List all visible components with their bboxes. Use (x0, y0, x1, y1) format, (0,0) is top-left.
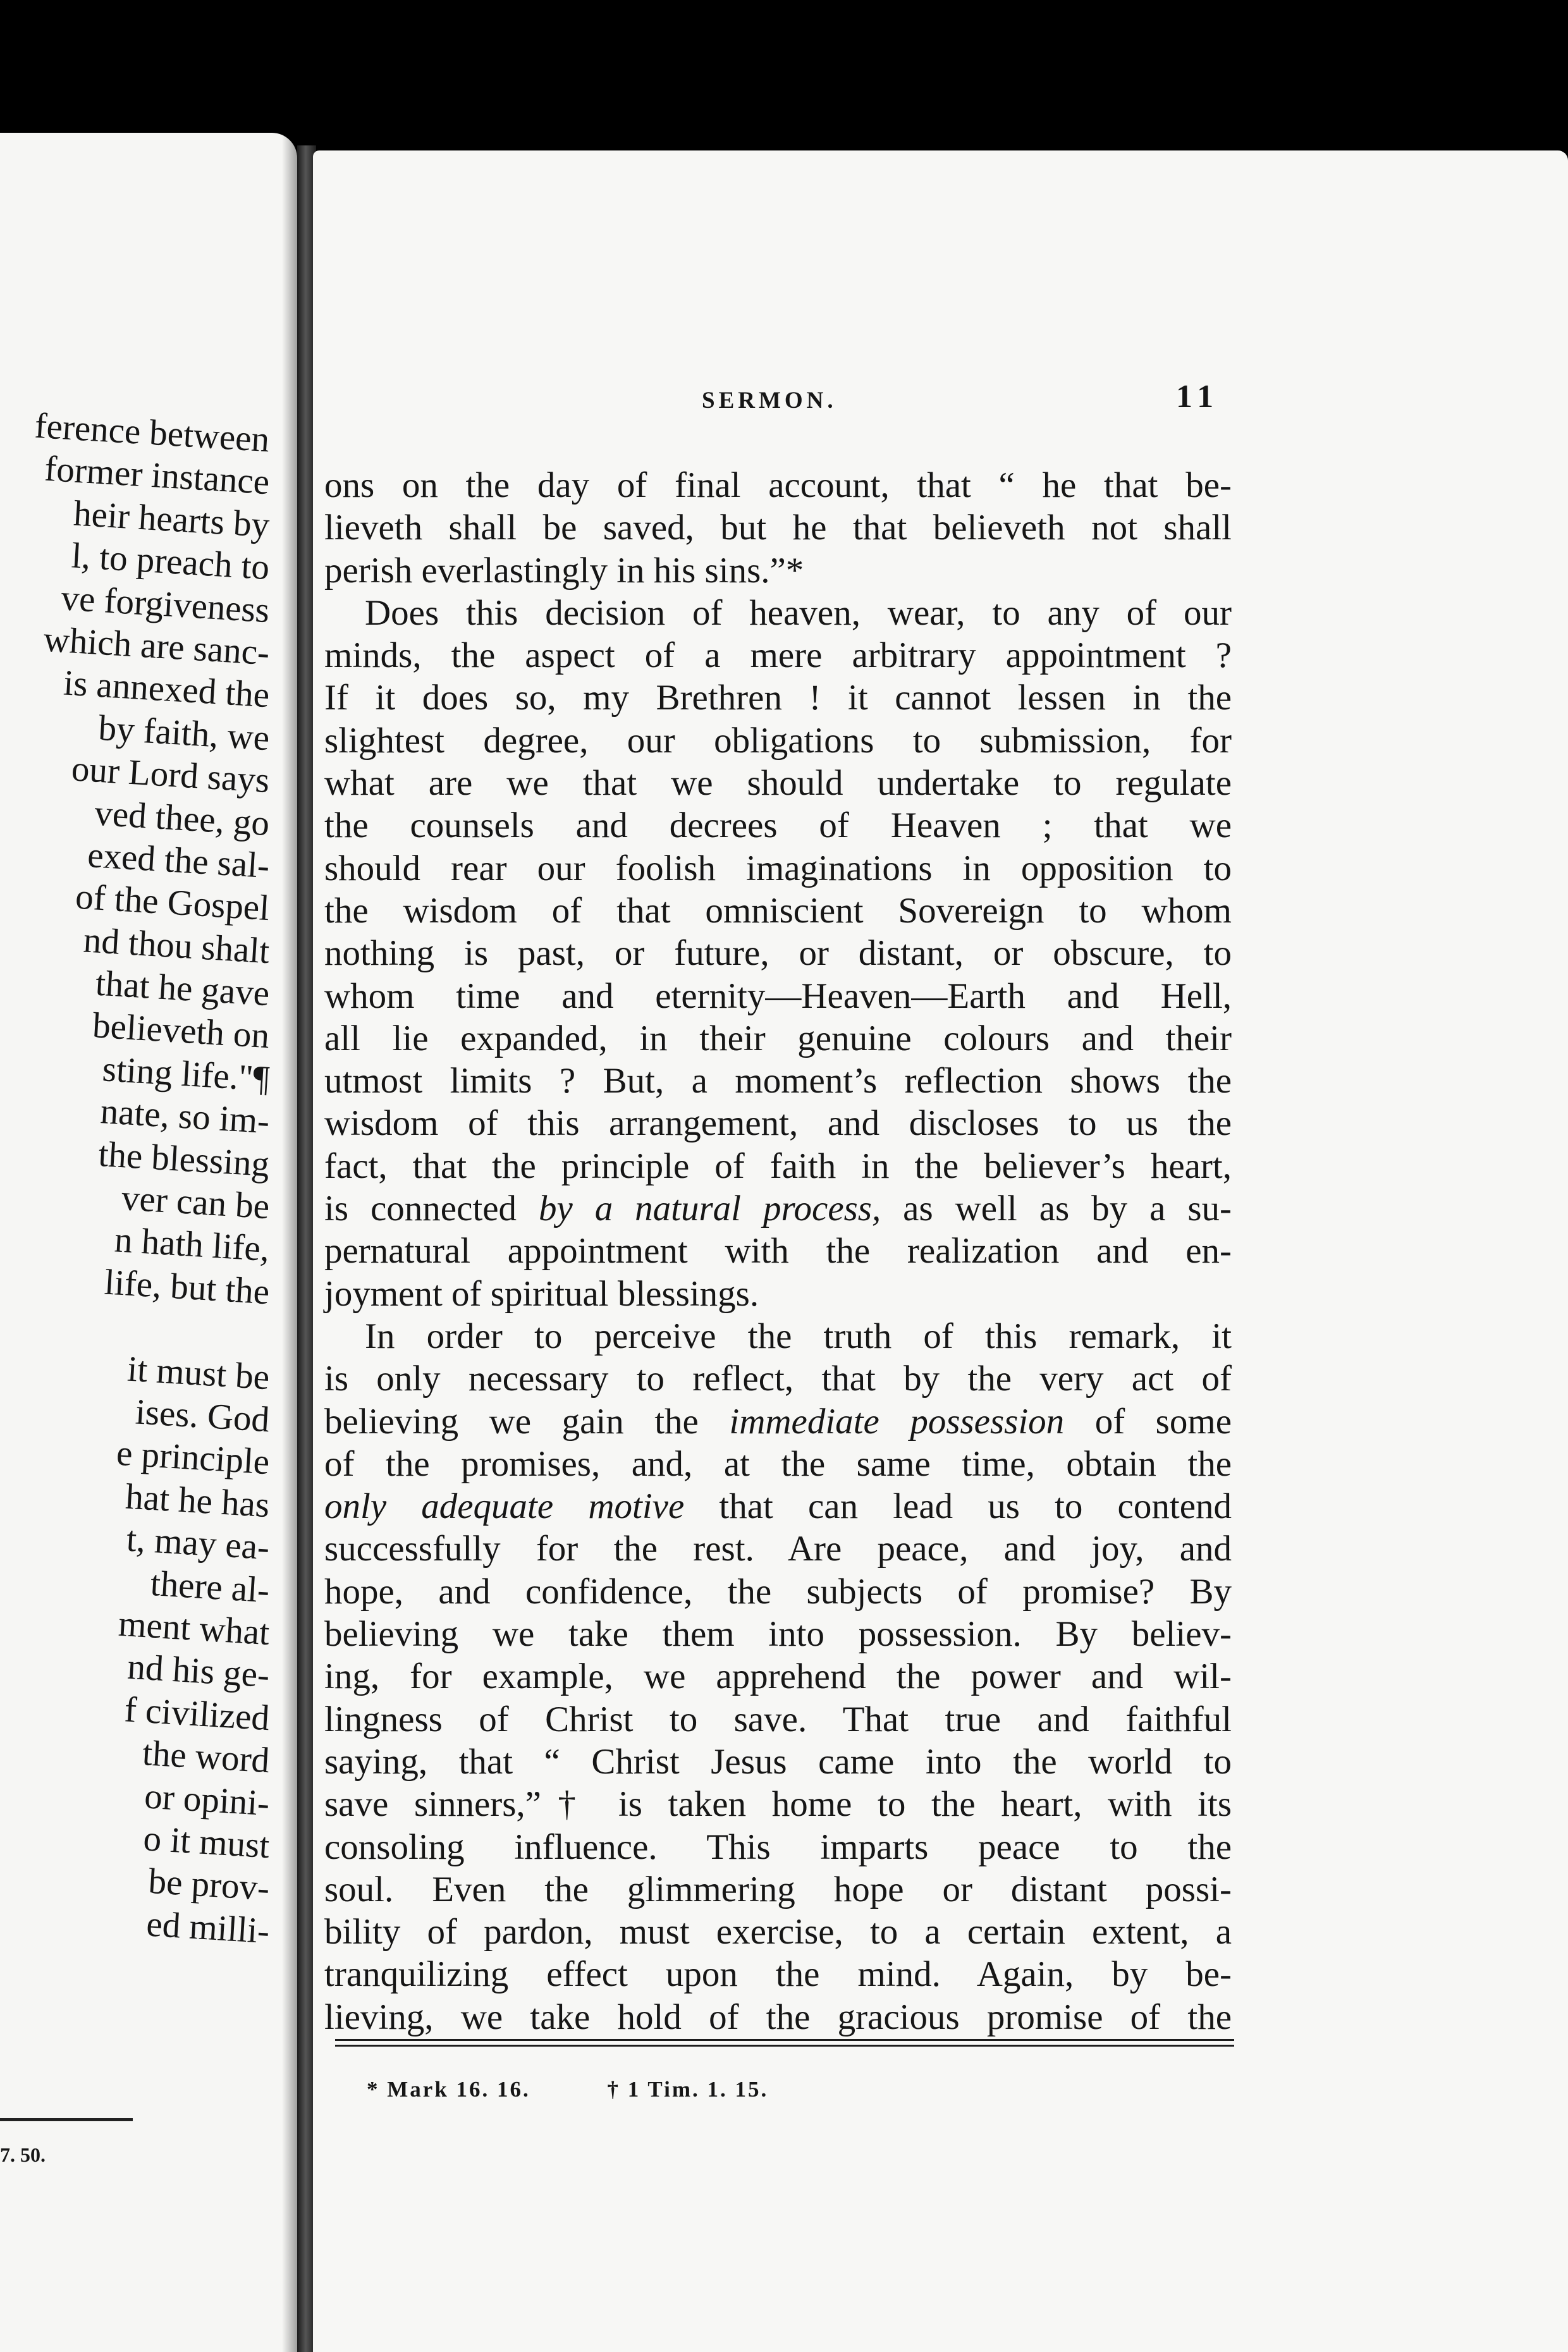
previous-page-line: which are sanc- (42, 619, 271, 673)
previous-page-line: ference between (34, 405, 271, 460)
previous-page-line: hat he has (124, 1476, 271, 1526)
text-line: believing we take them into possession. By believ- (324, 1614, 1232, 1655)
previous-page-line: our Lord says (70, 749, 271, 801)
text-line: nothing is past, or future, or distant, or obscure, to (324, 933, 1232, 974)
text-line: what are we that we should undertake to regulate (324, 763, 1232, 804)
text-line: wisdom of this arrangement, and discloses to us the (324, 1103, 1232, 1144)
italic-emphasis: immediate possession (729, 1401, 1065, 1442)
previous-page-line: the blessing (97, 1134, 271, 1184)
text-line: whom time and eternity—Heaven—Earth and Hell, (324, 976, 1232, 1016)
text-line: consoling influence. This imparts peace to the (324, 1827, 1232, 1867)
previous-page-footnote-rule (0, 2118, 133, 2121)
previous-page-line: there al- (149, 1563, 271, 1610)
previous-page-line: that he gave (94, 963, 271, 1014)
previous-page (0, 133, 297, 2352)
text-line: perish everlastingly in his sins.”* (324, 550, 804, 591)
previous-page-line: the word (141, 1733, 271, 1781)
text-line: lieveth shall be saved, but he that believeth not shall (324, 508, 1232, 548)
previous-page-line: by faith, we (97, 707, 271, 758)
text-line: Does this decision of heaven, wear, to any of our (365, 592, 1232, 633)
text-line: pernatural appointment with the realization and en- (324, 1231, 1232, 1271)
page-number: 11 (1176, 379, 1220, 415)
previous-page-line: ver can be (120, 1178, 271, 1227)
text-run: believing we gain the (324, 1401, 730, 1442)
text-run: that can lead us to contend (684, 1486, 1232, 1527)
text-line: If it does so, my Brethren ! it cannot lessen in the (324, 678, 1232, 718)
footnote-mark: * Mark 16. 16. (367, 2077, 530, 2102)
text-line: successfully for the rest. Are peace, and joy, and (324, 1529, 1232, 1569)
previous-page-line: ises. God (134, 1392, 271, 1440)
text-line: of the promises, and, at the same time, obtain the (324, 1443, 1232, 1484)
previous-page-line: nd his ge- (126, 1646, 271, 1696)
text-line: save sinners,”† is taken home to the heart, with its (324, 1784, 1232, 1825)
text-line: ing, for example, we apprehend the power and wil- (324, 1657, 1232, 1697)
text-line: is only necessary to reflect, that by the very act of (324, 1359, 1232, 1399)
text-line: lingness of Christ to save. That true and faithful (324, 1699, 1232, 1739)
previous-page-text (0, 405, 297, 1954)
text-line (324, 1485, 1232, 1528)
previous-page-line: nate, so im- (99, 1091, 271, 1142)
text-line (324, 1400, 1232, 1443)
previous-page-line: is annexed the (62, 663, 271, 716)
text-line: all lie expanded, in their genuine colours and their (324, 1018, 1232, 1058)
text-line: tranquilizing effect upon the mind. Again, by be- (324, 1954, 1232, 1995)
text-line: minds, the aspect of a mere arbitrary appointment ? (324, 635, 1232, 676)
page-fold-shadow (282, 133, 297, 2352)
previous-page-line: or opini- (143, 1775, 271, 1823)
previous-page-line: of the Gospel (74, 876, 271, 929)
text-line: slightest degree, our obligations to submission, for (324, 720, 1232, 761)
text-run: as well as by a su- (881, 1189, 1232, 1229)
text-line: the wisdom of that omniscient Sovereign to whom (324, 890, 1232, 931)
text-line: saying, that “ Christ Jesus came into the world to (324, 1741, 1232, 1782)
previous-page-line: ve forgiveness (59, 577, 271, 630)
text-line: lieving, we take hold of the gracious promise of the (324, 1997, 1232, 2037)
text-line: the counsels and decrees of Heaven ; that we (324, 805, 1232, 846)
sermon-body-text (324, 464, 1232, 2038)
text-line: fact, that the principle of faith in the believer’s heart, (324, 1146, 1232, 1186)
previous-page-line: exed the sal- (86, 835, 271, 886)
previous-page-line: former instance (43, 449, 271, 503)
previous-page-line: believeth on (91, 1005, 271, 1057)
text-line: hope, and confidence, the subjects of promise? By (324, 1571, 1232, 1612)
text-run: is connected (324, 1189, 539, 1229)
previous-page-line: be prov- (147, 1861, 271, 1909)
previous-page-line: o it must (142, 1818, 271, 1866)
previous-page-line: ved thee, go (93, 792, 271, 843)
text-line: In order to perceive the truth of this remark, it (365, 1316, 1232, 1356)
previous-page-line: ed milli- (145, 1904, 271, 1951)
previous-page-line: f civilized (123, 1689, 271, 1738)
previous-page-line: it must be (126, 1349, 271, 1397)
previous-page-line: nd thou shalt (82, 920, 271, 971)
previous-page-line: life, but the (103, 1262, 271, 1313)
previous-page-line: t, may ea- (125, 1519, 271, 1568)
running-head: SERMON. (702, 388, 837, 413)
text-line: bility of pardon, must exercise, to a certain extent, a (324, 1912, 1232, 1952)
text-line: utmost limits ? But, a moment’s reflection shows the (324, 1061, 1232, 1101)
text-line: should rear our foolish imaginations in opposition to (324, 848, 1232, 888)
text-line: joyment of spiritual blessings. (324, 1273, 759, 1314)
previous-page-line: ment what (117, 1603, 271, 1653)
previous-page-line: sting life."¶ (101, 1049, 271, 1099)
italic-emphasis: only adequate motive (324, 1486, 685, 1527)
text-run: of some (1064, 1401, 1232, 1442)
footnote-rule-lower (335, 2045, 1234, 2047)
text-line: soul. Even the glimmering hope or distant possi- (324, 1869, 1232, 1909)
previous-page-footnote: 7. 50. (0, 2143, 46, 2166)
footnote-rule-upper (335, 2039, 1234, 2041)
footnote-tim: † 1 Tim. 1. 15. (607, 2077, 769, 2102)
footnotes (367, 2077, 768, 2102)
previous-page-line: heir hearts by (72, 493, 271, 546)
previous-page-line: e principle (115, 1433, 271, 1483)
italic-emphasis: by a natural process, (538, 1189, 881, 1229)
previous-page-line: n hath life, (113, 1220, 271, 1270)
text-line (324, 1187, 1232, 1230)
previous-page-line: l, to preach to (70, 536, 271, 588)
text-line: ons on the day of final account, that “ he that be- (324, 465, 1232, 505)
